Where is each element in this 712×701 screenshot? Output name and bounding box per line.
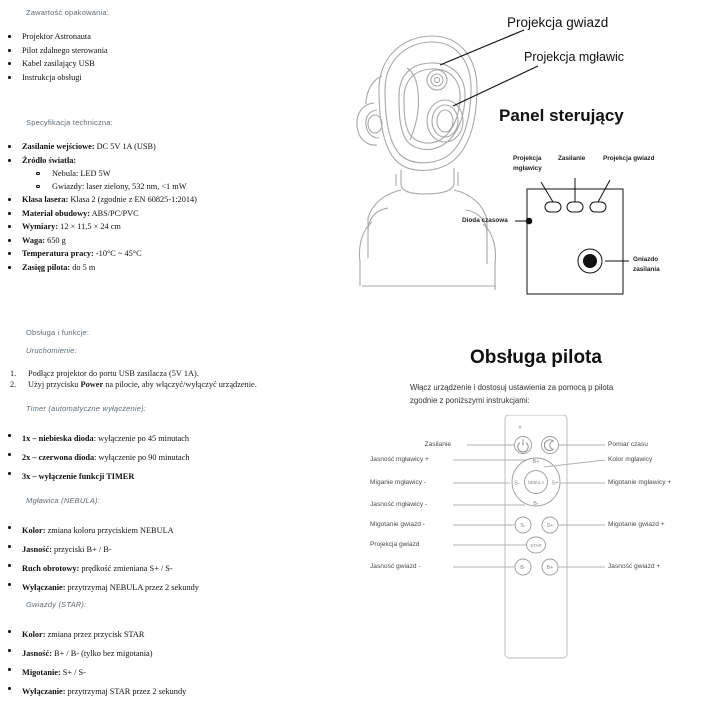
nebula-value: przytrzymaj NEBULA przez 2 sekundy [65, 583, 199, 592]
spec-value: DC 5V 1A (USB) [94, 142, 156, 151]
section-operation [0, 328, 352, 390]
nebula-label: Jasność: [22, 545, 52, 554]
star-value: S+ / S- [60, 668, 86, 677]
panel-label-socket-line1: Gniazdo [633, 256, 659, 263]
section-specs-heading: Specyfikacja techniczna: [26, 118, 113, 127]
nebula-item [0, 578, 352, 597]
nebula-item [0, 559, 352, 578]
spec-value: 12 × 11,5 × 24 cm [58, 222, 121, 231]
svg-text:B+: B+ [546, 565, 554, 571]
light-source-sublist [22, 167, 352, 193]
remote-label-nebula-brightness-up: Jasność mgławicy + [370, 456, 429, 463]
spec-label: Temperatura pracy: [22, 249, 94, 258]
remote-label-star-flicker-down: Migotanie gwiazd - [370, 521, 425, 528]
star-value: zmiana przez przycisk STAR [45, 630, 145, 639]
nebula-list [0, 521, 352, 597]
spec-label: Klasa lasera: [22, 195, 69, 204]
startup-steps-list [0, 369, 352, 390]
timer-item [0, 467, 352, 486]
section-nebula [0, 496, 352, 597]
star-label: Jasność: [22, 649, 52, 658]
remote-label-nebula-brightness-down: Jasność mgławicy - [370, 501, 428, 508]
callout-nebula-projection: Projekcja mgławic [524, 50, 625, 64]
spec-value: Klasa 2 (zgodnie z EN 60825-1:2014) [68, 195, 197, 204]
list-item: Projektor Astronauta [0, 30, 352, 44]
spec-value: do 5 m [70, 262, 96, 272]
remote-label-nebula-flicker-down: Miganie mgławicy - [370, 479, 427, 486]
timer-label: 3x – wyłączenie funkcji TIMER [22, 472, 135, 481]
spec-label: Waga: [22, 235, 46, 245]
star-item [0, 644, 352, 663]
timer-value: : wyłączenie po 90 minutach [94, 453, 190, 462]
timer-item [0, 429, 352, 448]
spec-item-temperature [0, 247, 352, 261]
nebula-value: przyciski B+ / B- [51, 545, 112, 554]
list-item: Instrukcja obsługi [0, 71, 352, 85]
section-timer [0, 404, 352, 486]
step-text-pre: Użyj przycisku [28, 379, 81, 389]
remote-label-star-projection: Projekcja gwiazd [370, 541, 420, 548]
step-text-bold: Power [80, 379, 104, 389]
spec-label: Wymiary: [22, 222, 59, 231]
spec-item-power [0, 140, 352, 154]
control-panel-title: Panel sterujący [499, 106, 624, 125]
remote-intro-line1: Włącz urządzenie i dostosuj ustawienia za pomocą p pilota [410, 383, 614, 392]
section-star [0, 600, 352, 701]
spec-value: -10°C ~ 45°C [93, 249, 142, 258]
callout-star-projection: Projekcja gwiazd [507, 15, 609, 30]
section-package-heading: Zawartość opakowania: [26, 8, 109, 17]
svg-text:S-: S- [514, 480, 520, 487]
svg-text:S+: S+ [546, 523, 554, 529]
specs-list [0, 140, 352, 274]
star-label: Kolor: [22, 630, 46, 639]
remote-intro-line2: zgodnie z poniższymi instrukcjami: [410, 396, 530, 405]
remote-label-star-flicker-up: Migotanie gwiazd + [608, 521, 665, 528]
spec-label: Źródło światła: [22, 155, 77, 165]
svg-text:B-: B- [520, 565, 526, 571]
remote-label-timer: Pomiar czasu [608, 441, 648, 448]
remote-section-title: Obsługa pilota [470, 347, 602, 368]
svg-text:B-: B- [533, 501, 539, 507]
spec-item-material [0, 207, 352, 221]
nebula-item [0, 521, 352, 540]
star-item [0, 625, 352, 644]
svg-text:NEBULA: NEBULA [527, 480, 545, 485]
spec-item-laser-class [0, 193, 352, 207]
spec-item-light-source [0, 154, 352, 194]
section-timer-heading: Timer (automatyczne wyłączenie): [26, 404, 147, 413]
star-value: przytrzymaj STAR przez 2 sekundy [65, 687, 187, 696]
panel-label-nebula-line2: mgławicy [513, 165, 542, 172]
svg-text:S-: S- [520, 523, 526, 529]
section-nebula-heading: Mgławica (NEBULA): [26, 496, 101, 505]
nebula-label: Ruch obrotowy: [22, 564, 80, 573]
panel-label-nebula-line1: Projekcja [513, 155, 542, 162]
panel-label-star-button: Projekcja gwiazd [603, 155, 655, 162]
sub-list-item: Gwiazdy: laser zielony, 532 nm, <1 mW [22, 180, 352, 193]
timer-list [0, 429, 352, 486]
svg-text:B+: B+ [532, 459, 540, 465]
svg-text:S+: S+ [551, 480, 559, 487]
spec-item-weight [0, 234, 352, 248]
section-operation-heading: Obsługa i funkcje: [26, 328, 90, 337]
left-text-column [0, 0, 352, 700]
star-label: Migotanie: [22, 668, 61, 677]
step-text-post: na pilocie, aby włączyć/wyłączyć urządzenie. [103, 379, 257, 389]
remote-label-star-brightness-up: Jasność gwiazd + [608, 563, 661, 570]
control-panel-diagram [457, 148, 707, 300]
panel-label-socket-line2: zasilania [633, 266, 660, 273]
remote-label-nebula-flicker-up: Migotanie mgławicy + [608, 479, 672, 486]
timer-item [0, 448, 352, 467]
list-item: Kabel zasilający USB [0, 57, 352, 71]
nebula-label: Kolor: [22, 526, 46, 535]
spec-label: Materiał obudowy: [22, 208, 90, 218]
section-specs [0, 118, 352, 274]
package-contents-list [0, 30, 352, 84]
panel-label-timer-led: Dioda czasowa [462, 217, 508, 224]
star-item [0, 682, 352, 701]
spec-item-range [0, 261, 352, 275]
nebula-value: prędkość zmieniana S+ / S- [79, 564, 173, 573]
remote-label-star-brightness-down: Jasność gwiazd - [370, 563, 421, 570]
spec-value: 650 g [45, 235, 66, 245]
timer-label: 1x – niebieska dioda [22, 434, 94, 443]
nebula-item [0, 540, 352, 559]
nebula-value: zmiana koloru przyciskiem NEBULA [45, 526, 174, 535]
spec-value: ABS/PC/PVC [89, 208, 139, 218]
section-star-heading: Gwiazdy (STAR): [26, 600, 87, 609]
star-list [0, 625, 352, 701]
nebula-label: Wyłączanie: [22, 583, 66, 592]
star-label: Wyłączanie: [22, 687, 66, 696]
svg-text:STAR: STAR [530, 543, 542, 548]
timer-value: : wyłączenie po 45 minutach [93, 434, 190, 443]
right-illustration-column [352, 0, 712, 700]
star-item [0, 663, 352, 682]
star-value: B+ / B- (tylko bez migotania) [51, 649, 153, 658]
remote-label-power: Zasilanie [424, 441, 451, 448]
timer-label: 2x – czerwona dioda [22, 453, 95, 462]
spec-item-dimensions [0, 220, 352, 234]
sub-list-item: Nebula: LED 5W [22, 167, 352, 180]
spec-label: Zasięg pilota: [22, 262, 71, 272]
list-item: Pilot zdalnego sterowania [0, 44, 352, 58]
remote-label-nebula-color: Kolor mgławicy [608, 456, 653, 463]
section-package [0, 8, 352, 84]
startup-step [0, 380, 352, 391]
step-text: Podłącz projektor do portu USB zasilacza (5V 1A). [28, 369, 199, 378]
panel-label-power-button: Zasilanie [558, 155, 586, 162]
startup-step [0, 369, 352, 380]
spec-label: Zasilanie wejściowe: [22, 142, 95, 151]
section-startup-subheading: Uruchomienie: [26, 346, 77, 355]
remote-control-diagram [447, 415, 697, 663]
